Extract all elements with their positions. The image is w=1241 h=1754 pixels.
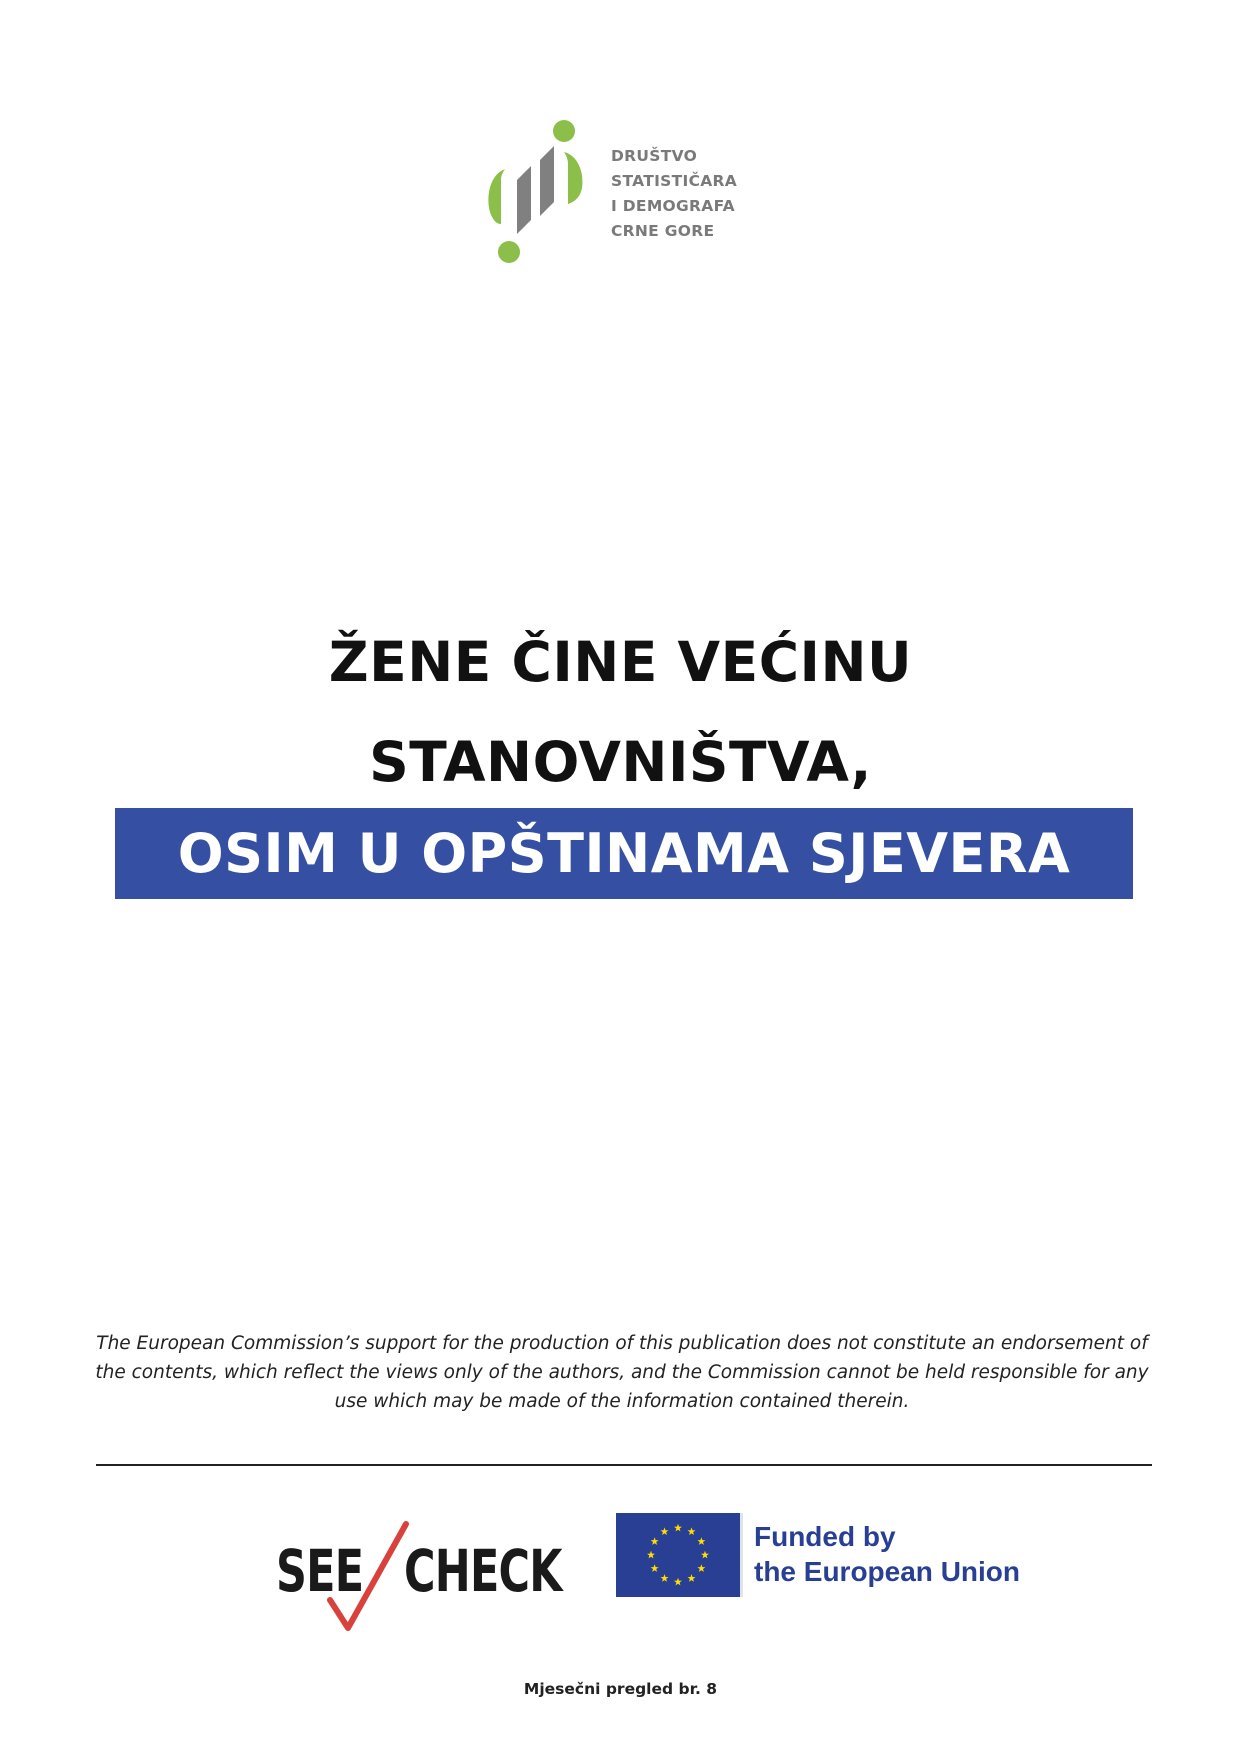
eu-star-icon: [701, 1551, 709, 1559]
statistics-society-logo-icon: [484, 120, 609, 265]
eu-logo-separator: [740, 1513, 743, 1597]
society-name-line: CRNE GORE: [611, 222, 715, 240]
society-name: [611, 144, 737, 244]
eu-star-icon: [674, 1524, 682, 1532]
seecheck-check-word: CHECK: [404, 1537, 562, 1605]
eu-disclaimer: The European Commission’s support for the production of this publication does not constitute an endorsement of the contents, which reflect the views only of the authors, and the Commission cannot be held responsible for any use which may be made of the information contained therein.: [95, 1333, 1149, 1412]
eu-star-icon: [697, 1564, 705, 1572]
page-title: [0, 612, 1241, 812]
eu-star-icon: [661, 1574, 669, 1582]
eu-flag-icon: [616, 1513, 740, 1597]
divider: [96, 1464, 1152, 1466]
society-name-line: STATISTIČARA: [611, 172, 738, 190]
eu-star-icon: [688, 1574, 696, 1582]
eu-star-icon: [688, 1527, 696, 1535]
eu-star-icon: [661, 1527, 669, 1535]
title-line: ŽENE ČINE VEĆINU: [328, 630, 913, 694]
eu-star-icon: [674, 1578, 682, 1586]
seecheck-see-word: SEE: [276, 1537, 364, 1605]
eu-star-icon: [651, 1564, 659, 1572]
issue-label: Mjesečni pregled br. 8: [523, 1680, 718, 1698]
eu-star-icon: [697, 1537, 705, 1545]
eu-funding-line: the European Union: [754, 1556, 1020, 1587]
title-highlight: OSIM U OPŠTINAMA SJEVERA: [115, 808, 1133, 899]
seecheck-logo: [272, 1520, 562, 1635]
eu-funding-line: Funded by: [754, 1521, 896, 1552]
eu-funding-text: [754, 1519, 1020, 1589]
title-line: STANOVNIŠTVA,: [369, 730, 872, 794]
eu-star-icon: [651, 1537, 659, 1545]
society-logo: [484, 120, 744, 265]
society-name-line: DRUŠTVO: [611, 147, 698, 165]
society-name-line: I DEMOGRAFA: [611, 197, 735, 215]
eu-star-icon: [647, 1551, 655, 1559]
